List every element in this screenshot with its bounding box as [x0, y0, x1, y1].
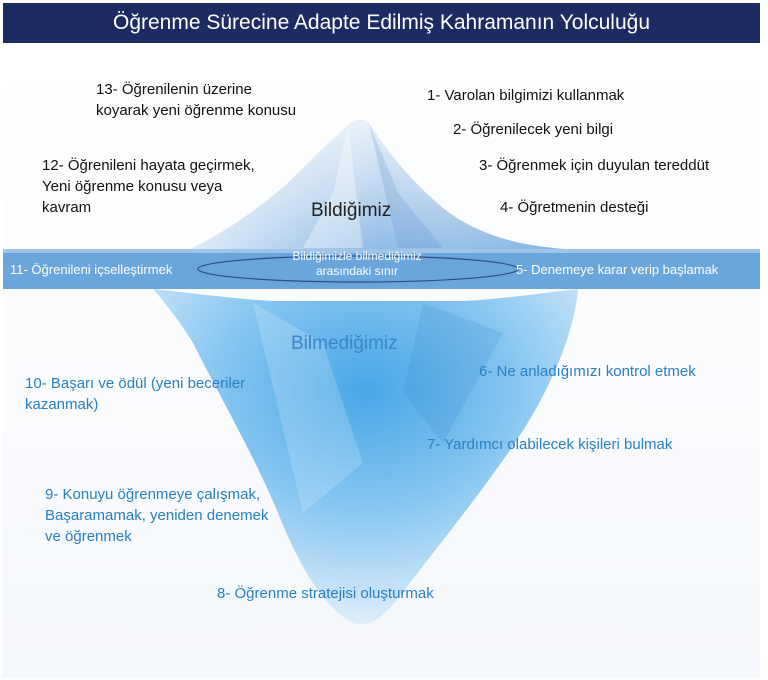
unknown-region-label: Bilmediğimiz [291, 333, 398, 354]
step-11: 11- Öğrenileni içselleştirmek [10, 262, 173, 277]
known-region-label: Bildiğimiz [311, 200, 392, 221]
step-9: 9- Konuyu öğrenmeye çalışmak, Başaramamak, yeniden denemek ve öğrenmek [45, 486, 269, 545]
page-title: Öğrenme Sürecine Adapte Edilmiş Kahramanın Yolculuğu [3, 3, 760, 43]
step-7: 7- Yardımcı olabilecek kişileri bulmak [427, 436, 673, 453]
step-4: 4- Öğretmenin desteği [500, 199, 649, 216]
boundary-label: Bildiğimizle bilmediğimiz arasındaki sınır [292, 249, 422, 278]
step-5: 5- Denemeye karar verip başlamak [516, 262, 719, 277]
step-3: 3- Öğrenmek için duyulan tereddüt [479, 157, 710, 174]
iceberg-diagram [3, 43, 760, 678]
step-8: 8- Öğrenme stratejisi oluşturmak [217, 585, 434, 602]
step-2: 2- Öğrenilecek yeni bilgi [453, 121, 614, 138]
step-12: 12- Öğrenileni hayata geçirmek, Yeni öğrenme konusu veya kavram [42, 157, 255, 216]
step-10: 10- Başarı ve ödül (yeni beceriler kazanmak) [25, 375, 246, 413]
step-1: 1- Varolan bilgimizi kullanmak [427, 87, 625, 104]
step-13: 13- Öğrenilenin üzerine koyarak yeni öğrenme konusu [96, 81, 297, 119]
step-6: 6- Ne anladığımızı kontrol etmek [479, 363, 696, 380]
